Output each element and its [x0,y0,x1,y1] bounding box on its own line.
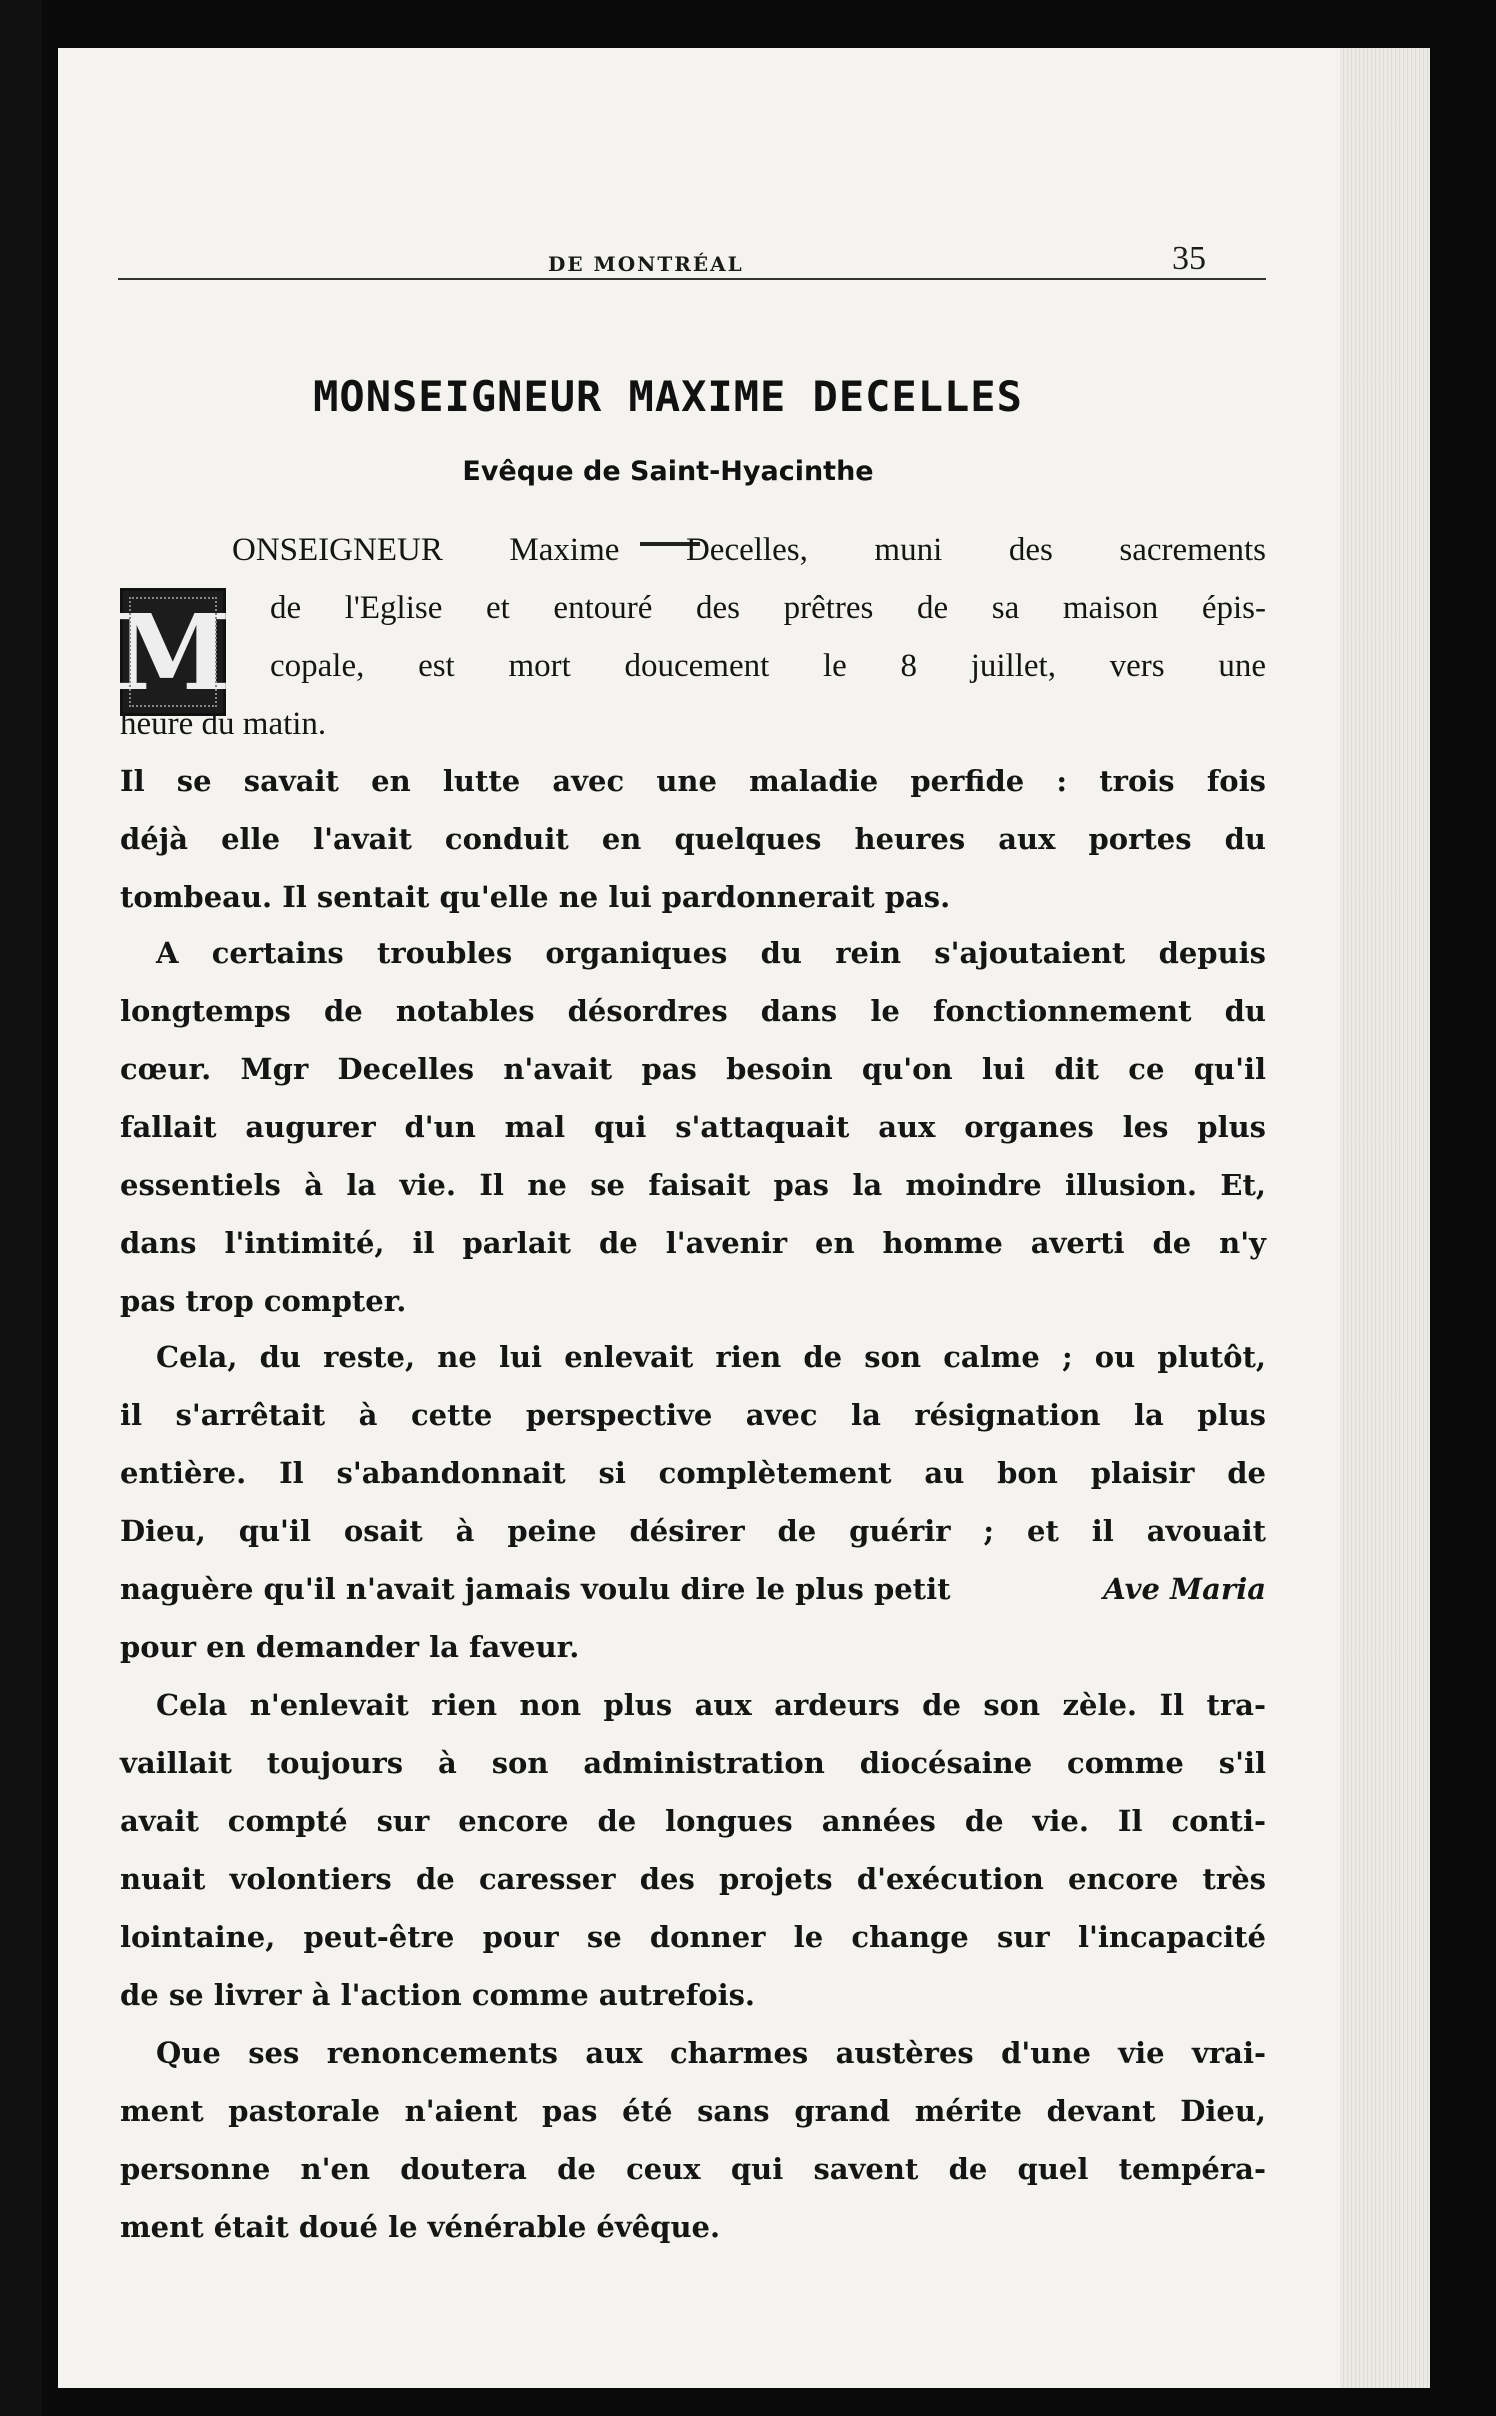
text-line: lointaine, peut-être pour se donner le change sur l'incapacité [120,1920,1266,1954]
text-line: vaillait toujours à son administration diocésaine comme s'il [120,1746,1266,1780]
page-number: 35 [1172,240,1206,277]
text-line: fallait augurer d'un mal qui s'attaquait aux organes les plus [120,1110,1266,1144]
text-line: essentiels à la vie. Il ne se faisait pas la moindre illusion. Et, [120,1168,1266,1202]
text-line: tombeau. Il sentait qu'elle ne lui pardonnerait pas. [120,880,951,914]
article-subtitle: Evêque de Saint-Hyacinthe [462,456,874,487]
text-line: longtemps de notables désordres dans le fonctionnement du [120,994,1266,1028]
text-line: nuait volontiers de caresser des projets d'exécution encore très [120,1862,1266,1896]
text-line: personne n'en doutera de ceux qui savent de quel tempéra- [120,2152,1266,2186]
italic-phrase: Ave Maria [1103,1572,1266,1606]
text-line: Cela, du reste, ne lui enlevait rien de son calme ; ou plutôt, [156,1340,1266,1374]
text-line: ment était doué le vénérable évêque. [120,2210,721,2244]
text-line: Dieu, qu'il osait à peine désirer de guérir ; et il avouait [120,1514,1266,1548]
text-line-with-italic [120,1572,1266,1606]
text-line: entière. Il s'abandonnait si complètement au bon plaisir de [120,1456,1266,1490]
text-line: déjà elle l'avait conduit en quelques heures aux portes du [120,822,1266,856]
book-page [58,48,1430,2388]
text-line: A certains troubles organiques du rein s'ajoutaient depuis [156,936,1266,970]
text-line: pas trop compter. [120,1284,407,1318]
text-line: Cela n'enlevait rien non plus aux ardeurs de son zèle. Il tra- [156,1688,1266,1722]
header-rule [118,278,1266,280]
text-line: ment pastorale n'aient pas été sans grand mérite devant Dieu, [120,2094,1266,2128]
text-line: de l'Eglise et entouré des prêtres de sa maison épis- [270,590,1266,626]
page-edges [1340,48,1430,2388]
text-line: cœur. Mgr Decelles n'avait pas besoin qu'on lui dit ce qu'il [120,1052,1266,1086]
text-line: ONSEIGNEUR Maxime Decelles, muni des sacrements [232,532,1266,568]
text-line: heure du matin. [120,706,327,742]
text-line: avait compté sur encore de longues années de vie. Il conti- [120,1804,1266,1838]
text-line: naguère qu'il n'avait jamais voulu dire le plus petit [120,1572,951,1606]
text-line: copale, est mort doucement le 8 juillet, vers une [270,648,1266,684]
running-head: DE MONTRÉAL [548,252,744,276]
book-gutter [0,0,42,2416]
text-line: Que ses renoncements aux charmes austères d'une vie vrai- [156,2036,1266,2070]
text-line: il s'arrêtait à cette perspective avec la résignation la plus [120,1398,1266,1432]
text-line: pour en demander la faveur. [120,1630,580,1664]
drop-cap: M [120,588,226,716]
text-line: dans l'intimité, il parlait de l'avenir en homme averti de n'y [120,1226,1266,1260]
text-line: Il se savait en lutte avec une maladie perfide : trois fois [120,764,1266,798]
text-line: de se livrer à l'action comme autrefois. [120,1978,756,2012]
article-title: MONSEIGNEUR MAXIME DECELLES [313,372,1023,421]
